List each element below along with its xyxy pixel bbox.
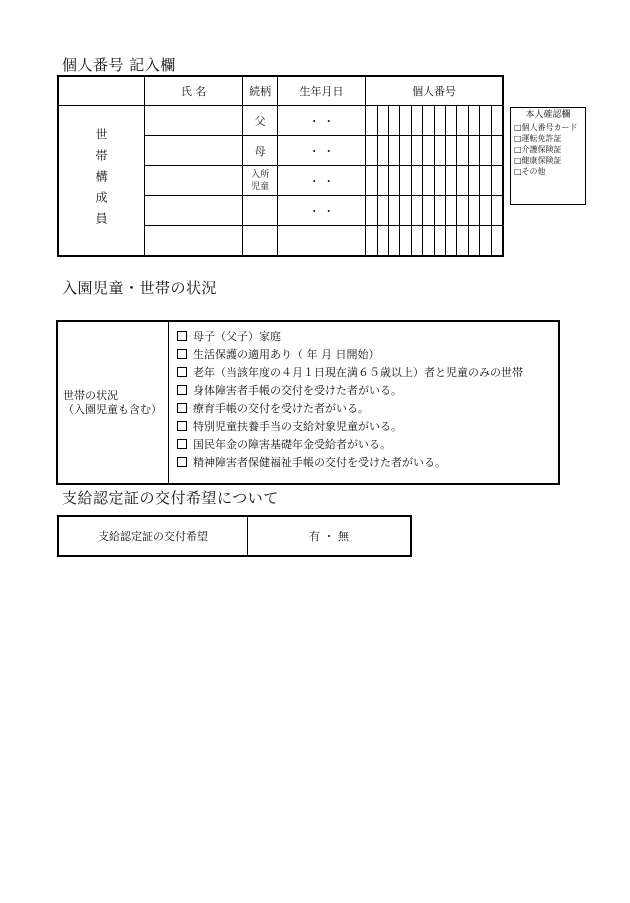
checkbox-icon[interactable] xyxy=(177,457,187,467)
household-status-table xyxy=(56,320,560,485)
relation-cell-3 xyxy=(243,166,278,196)
status-option-welfare[interactable]: 生活保護の適用あり（ 年 月 日開始） xyxy=(177,346,550,364)
household-side-label xyxy=(58,106,145,257)
number-cell-4[interactable] xyxy=(366,196,503,226)
confirm-item-care-insurance[interactable]: □介護保険証 xyxy=(514,145,562,154)
name-cell-1[interactable] xyxy=(145,106,243,136)
confirm-item-other[interactable]: □その他 xyxy=(514,167,546,176)
name-cell-4[interactable] xyxy=(145,196,243,226)
dob-cell-4[interactable]: ・ ・ xyxy=(277,196,365,226)
status-option-mental-health[interactable]: 精神障害者保健福祉手帳の交付を受けた者がいる。 xyxy=(177,454,550,472)
my-number-table xyxy=(57,75,504,257)
dob-cell-5[interactable] xyxy=(277,226,365,257)
certificate-request-choice[interactable]: 有 ・ 無 xyxy=(309,530,349,543)
number-cell-2[interactable] xyxy=(366,136,503,166)
section3-title: 支給認定証の交付希望について xyxy=(62,489,279,507)
relation-cell-5 xyxy=(243,226,278,257)
identity-confirm-box xyxy=(510,107,586,205)
status-option-physical-disability[interactable]: 身体障害者手帳の交付を受けた者がいる。 xyxy=(177,382,550,400)
dob-cell-2[interactable]: ・ ・ xyxy=(277,136,365,166)
name-cell-2[interactable] xyxy=(145,136,243,166)
confirm-item-health-insurance[interactable]: □健康保険証 xyxy=(514,156,562,165)
relation-cell-1: 父 xyxy=(243,106,278,136)
checkbox-icon[interactable] xyxy=(177,439,187,449)
name-cell-5[interactable] xyxy=(145,226,243,257)
certificate-request-label: 支給認定証の交付希望 xyxy=(59,517,248,555)
relation-cell-2: 母 xyxy=(243,136,278,166)
checkbox-icon[interactable] xyxy=(177,385,187,395)
number-cell-3[interactable] xyxy=(366,166,503,196)
status-option-elderly[interactable]: 老年（当該年度の４月１日現在満６５歳以上）者と児童のみの世帯 xyxy=(177,364,550,382)
household-status-label-text: 世帯の状況 （入園児童も含む） xyxy=(63,388,162,416)
number-cell-1[interactable] xyxy=(366,106,503,136)
header-name: 氏 名 xyxy=(145,76,243,106)
checkbox-icon[interactable] xyxy=(177,331,187,341)
confirm-title: 本人確認欄 xyxy=(525,110,571,120)
confirm-item-driver-license[interactable]: □運転免許証 xyxy=(514,134,562,143)
name-cell-3[interactable] xyxy=(145,166,243,196)
relation-text-3: 入所 児童 xyxy=(251,169,270,192)
section2-title: 入園児童・世帯の状況 xyxy=(62,279,218,297)
checkbox-icon[interactable] xyxy=(177,403,187,413)
checkbox-icon[interactable] xyxy=(177,349,187,359)
checkbox-icon[interactable] xyxy=(177,367,187,377)
household-status-label xyxy=(58,322,169,483)
status-option-single-parent[interactable]: 母子（父子）家庭 xyxy=(177,328,550,346)
status-option-special-allowance[interactable]: 特別児童扶養手当の支給対象児童がいる。 xyxy=(177,418,550,436)
header-number: 個人番号 xyxy=(366,76,503,106)
header-dob: 生年月日 xyxy=(277,76,365,106)
status-option-disability-pension[interactable]: 国民年金の障害基礎年金受給者がいる。 xyxy=(177,436,550,454)
number-cell-5[interactable] xyxy=(366,226,503,257)
corner-cell xyxy=(58,76,145,106)
checkbox-icon[interactable] xyxy=(177,421,187,431)
header-relation: 続柄 xyxy=(243,76,278,106)
confirm-item-mynumber-card[interactable]: □個人番号カード xyxy=(514,123,578,132)
household-side-text: 世帯構成員 xyxy=(94,128,108,233)
dob-cell-1[interactable]: ・ ・ xyxy=(277,106,365,136)
relation-cell-4 xyxy=(243,196,278,226)
certificate-request-table xyxy=(57,515,412,557)
household-status-options xyxy=(169,322,558,483)
status-option-rehabilitation[interactable]: 療育手帳の交付を受けた者がいる。 xyxy=(177,400,550,418)
dob-cell-3[interactable]: ・ ・ xyxy=(277,166,365,196)
section1-title: 個人番号 記入欄 xyxy=(62,56,176,74)
